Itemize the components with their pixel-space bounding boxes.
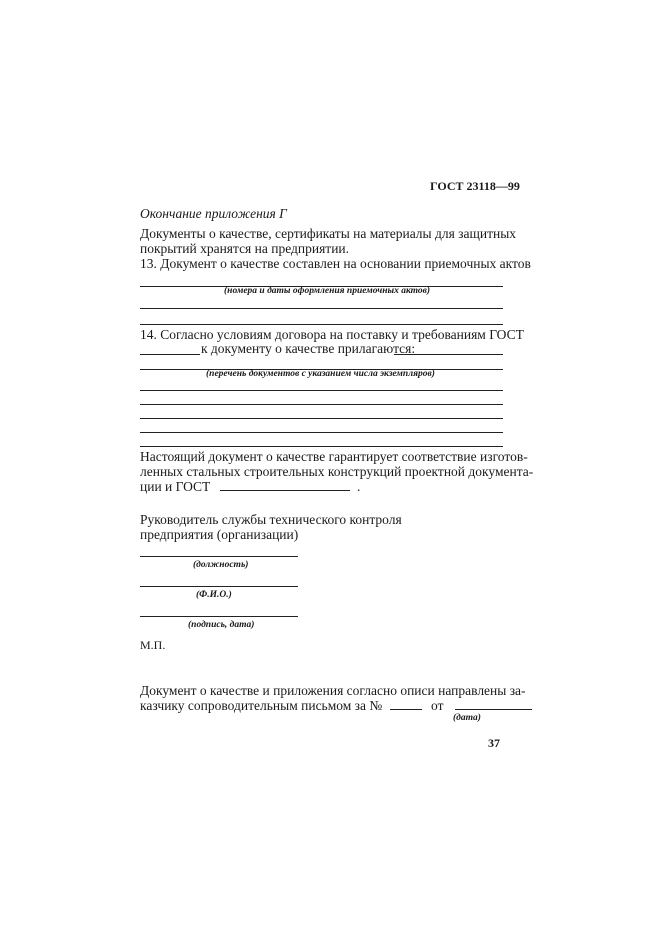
position-line: [140, 556, 298, 557]
docs-fill-line-6: [140, 446, 503, 447]
sent-letter-label: казчику сопроводительным письмом за №: [140, 698, 383, 713]
docs-fill-line-4: [140, 418, 503, 419]
stamp-label: М.П.: [140, 638, 166, 652]
sent-line-2: [140, 698, 532, 714]
item-13-text: 13. Документ о качестве составлен на основании приемочных актов: [140, 256, 531, 271]
item-14-blank-gost: [140, 354, 200, 355]
sent-from-label: от: [431, 698, 444, 713]
guarantee-line-1: Настоящий документ о качестве гарантирует соответствие изготов-: [140, 449, 528, 464]
acts-caption: (номера и даты оформления приемочных актов): [224, 286, 431, 296]
item-14-line-1: 14. Согласно условиям договора на поставку и требованиям ГОСТ: [140, 327, 524, 342]
item-14-line-2: к документу о качестве прилагаются:: [201, 341, 416, 356]
sent-line-1: Документ о качестве и приложения согласно описи направлены за-: [140, 683, 526, 698]
acts-fill-line-3: [140, 324, 503, 325]
position-caption: (должность): [193, 560, 249, 570]
name-caption: (Ф.И.О.): [196, 590, 232, 600]
standard-header: ГОСТ 23118—99: [430, 179, 520, 193]
signatory-line-2: предприятия (организации): [140, 527, 299, 542]
storage-paragraph-line-1: Документы о качестве, сертификаты на материалы для защитных: [140, 226, 517, 241]
appendix-end-title: Окончание приложения Г: [140, 206, 287, 221]
guarantee-line-2: ленных стальных строительных конструкций проектной документа-: [140, 464, 534, 479]
guarantee-period: .: [357, 479, 361, 494]
page-number: 37: [488, 736, 500, 750]
item-14-blank-attachments: [394, 354, 503, 355]
docs-caption: (перечень документов с указанием числа экземпляров): [206, 369, 435, 379]
guarantee-gost-blank: [220, 479, 350, 491]
docs-fill-line-5: [140, 432, 503, 433]
signature-caption: (подпись, дата): [188, 620, 255, 630]
acts-fill-line-2: [140, 308, 503, 309]
guarantee-line-3: [140, 479, 360, 495]
date-caption: (дата): [453, 713, 481, 723]
name-line: [140, 586, 298, 587]
signature-line: [140, 616, 298, 617]
letter-date-blank: [455, 698, 532, 710]
signatory-line-1: Руководитель службы технического контроля: [140, 512, 402, 527]
docs-fill-line-3: [140, 404, 503, 405]
storage-paragraph-line-2: покрытий хранятся на предприятии.: [140, 241, 350, 256]
docs-fill-line-2: [140, 390, 503, 391]
letter-number-blank: [390, 698, 422, 710]
guarantee-gost-label: ции и ГОСТ: [140, 479, 211, 494]
